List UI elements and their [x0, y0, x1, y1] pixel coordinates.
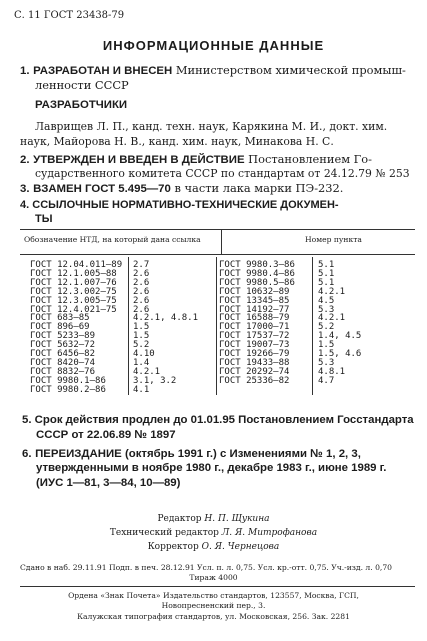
tech-editor-label: Технический редактор: [109, 528, 219, 538]
table-cell-item: 2.6: [133, 295, 150, 306]
section-5-line1: Срок действия продлен до 01.01.95 Постановлением Госстандарта: [34, 414, 414, 426]
table-left-items: [133, 261, 198, 395]
table-divider-1: [128, 257, 129, 395]
table-cell-item: 1.5, 4.6: [318, 349, 362, 360]
table-cell-doc: ГОСТ 13345—85: [219, 295, 290, 306]
table-cell-doc: ГОСТ 8420—74: [30, 357, 96, 368]
section-3-number: 3.: [20, 183, 30, 195]
table-cell-item: 5.1: [318, 268, 335, 279]
section-4-heading: ССЫЛОЧНЫЕ НОРМАТИВНО-ТЕХНИЧЕСКИЕ ДОКУМЕН-: [32, 199, 339, 211]
publisher-line2: Новопресненский пер., 3.: [161, 601, 266, 610]
corrector-label: Корректор: [147, 542, 199, 552]
section-3-heading: ВЗАМЕН ГОСТ 5.495—70: [33, 183, 171, 195]
table-cell-item: 2.7: [133, 260, 150, 270]
corrector-name: О. Я. Чернецова: [201, 542, 280, 552]
table-cell-doc: ГОСТ 19266—79: [219, 349, 290, 360]
table-col2-header: Номер пункта: [305, 235, 362, 244]
imprint-rule: [20, 586, 415, 587]
section-1: [20, 63, 406, 79]
table-cell-item: 5.3: [318, 304, 335, 315]
table-cell-item: 4.7: [318, 375, 335, 386]
table-cell-item: 2.6: [133, 277, 150, 288]
table-header-divider: [221, 229, 222, 254]
section-2-number: 2.: [20, 154, 30, 166]
table-cell-item: 5.1: [318, 260, 335, 270]
section-6: [22, 446, 361, 462]
table-cell-item: 1.4, 4.5: [318, 331, 362, 342]
table-cell-item: 4.5: [318, 295, 335, 306]
section-4-number: 4.: [20, 199, 30, 211]
table-divider-3: [312, 257, 313, 395]
table-cell-doc: ГОСТ 14192—77: [219, 304, 290, 315]
table-cell-item: 3.1, 3.2: [133, 375, 177, 386]
section-6-number: 6.: [22, 448, 32, 460]
section-2-line2: сударственного комитета СССР по стандартам от 24.12.79 № 253: [35, 167, 410, 180]
table-left-docs: [30, 261, 122, 395]
table-cell-item: 4.8.1: [318, 366, 346, 377]
table-cell-item: 4.2.1: [318, 286, 346, 297]
table-cell-doc: ГОСТ 12.04.011—89: [30, 260, 123, 270]
table-cell-doc: ГОСТ 5233—89: [30, 331, 96, 342]
table-cell-item: 1.5: [318, 340, 335, 351]
table-cell-doc: ГОСТ 9980.5—86: [219, 277, 295, 288]
table-cell-doc: ГОСТ 683—85: [30, 313, 90, 324]
section-1-heading: РАЗРАБОТАН И ВНЕСЕН: [33, 65, 173, 77]
table-cell-item: 4.2.1, 4.8.1: [133, 313, 199, 324]
section-6-line2: утвержденными в ноябре 1980 г., декабре 1983 г., июне 1989 г.: [36, 462, 387, 474]
table-cell-item: 4.1: [133, 384, 150, 395]
section-3-text: в части лака марки ПЭ-232.: [170, 181, 344, 195]
table-cell-item: 1.5: [133, 322, 150, 333]
table-cell-doc: ГОСТ 12.4.021—75: [30, 304, 117, 315]
section-6-heading: ПЕРЕИЗДАНИЕ: [35, 448, 122, 460]
table-cell-doc: ГОСТ 25336—82: [219, 375, 290, 386]
section-1-text: Министерством химической промыш-: [172, 63, 406, 77]
table-right-docs: [219, 261, 295, 386]
editor-credit: [0, 514, 427, 524]
table-cell-item: 2.6: [133, 304, 150, 315]
table-cell-doc: ГОСТ 9980.1—86: [30, 375, 106, 386]
section-5-number: 5.: [22, 414, 32, 426]
table-header-rule: [20, 254, 415, 255]
table-cell-doc: ГОСТ 19433—88: [219, 357, 290, 368]
table-cell-item: 5.2: [318, 322, 335, 333]
table-cell-doc: ГОСТ 12.1.005—88: [30, 268, 117, 279]
table-cell-doc: ГОСТ 9980.4—86: [219, 268, 295, 279]
table-cell-doc: ГОСТ 8832—76: [30, 366, 96, 377]
table-cell-doc: ГОСТ 896—69: [30, 322, 90, 333]
table-cell-item: 1.4: [133, 357, 150, 368]
tech-editor-name: Л. Я. Митрофанова: [221, 528, 318, 538]
section-2-text: Постановлением Го-: [244, 152, 372, 166]
table-cell-doc: ГОСТ 12.3.002—75: [30, 286, 117, 297]
table-cell-item: 5.2: [133, 340, 150, 351]
section-5: [22, 413, 414, 428]
developers-heading: РАЗРАБОТЧИКИ: [35, 99, 128, 111]
imprint-line2: Тираж 4000: [189, 573, 238, 582]
section-6-line3: (ИУС 1—81, 3—84, 10—89): [36, 477, 181, 489]
section-6-text: (октябрь 1991 г.) с Изменениями № 1, 2, 3,: [121, 448, 361, 460]
table-cell-doc: ГОСТ 17000—71: [219, 322, 290, 333]
table-right-items: [318, 261, 361, 386]
editor-label: Редактор: [157, 514, 202, 524]
corrector-credit: [0, 542, 427, 552]
section-4: [20, 198, 339, 213]
table-cell-doc: ГОСТ 9980.2—86: [30, 384, 106, 395]
developers-line2: наук, Майорова Н. В., канд. хим. наук, Минакова Н. С.: [20, 135, 334, 148]
developers-line1: Лаврищев Л. П., канд. техн. наук, Карякина М. И., докт. хим.: [35, 120, 388, 133]
section-4-line2: ТЫ: [35, 213, 53, 225]
imprint-line1: Сдано в наб. 29.11.91 Подп. в печ. 28.12.91 Усл. п. л. 0,75. Усл. кр.-отт. 0,75. Уч.-изд. л. 0,70: [20, 563, 392, 572]
table-cell-doc: ГОСТ 5632—72: [30, 340, 96, 351]
table-cell-doc: ГОСТ 12.1.007—76: [30, 277, 117, 288]
table-top-rule: [20, 229, 415, 230]
page-header: С. 11 ГОСТ 23438-79: [14, 10, 125, 21]
table-cell-item: 1.5: [133, 331, 150, 342]
document-title: ИНФОРМАЦИОННЫЕ ДАННЫЕ: [102, 38, 325, 53]
tech-editor-credit: [0, 528, 427, 538]
table-cell-item: 5.1: [318, 277, 335, 288]
table-cell-doc: ГОСТ 19007—73: [219, 340, 290, 351]
table-cell-doc: ГОСТ 17537—72: [219, 331, 290, 342]
section-1-line2: ленности СССР: [35, 78, 129, 92]
table-cell-item: 4.2.1: [133, 366, 161, 377]
table-cell-item: 5.3: [318, 357, 335, 368]
table-col1-header: Обозначение НТД, на который дана ссылка: [24, 235, 201, 244]
section-3: [20, 181, 343, 197]
table-cell-doc: ГОСТ 9980.3—86: [219, 260, 295, 270]
section-5-line2: СССР от 22.06.89 № 1897: [36, 429, 176, 441]
table-cell-item: 4.2.1: [318, 313, 346, 324]
table-divider-2: [216, 257, 217, 395]
section-1-number: 1.: [20, 65, 30, 77]
table-cell-doc: ГОСТ 6456—82: [30, 349, 96, 360]
table-cell-doc: ГОСТ 16588—79: [219, 313, 290, 324]
publisher-line1: Ордена «Знак Почета» Издательство стандартов, 123557, Москва, ГСП,: [68, 591, 359, 600]
section-2-heading: УТВЕРЖДЕН И ВВЕДЕН В ДЕЙСТВИЕ: [33, 154, 245, 166]
table-cell-doc: ГОСТ 10632—89: [219, 286, 290, 297]
table-cell-item: 2.6: [133, 286, 150, 297]
printer-line: Калужская типография стандартов, ул. Московская, 256. Зак. 2281: [77, 612, 350, 621]
editor-name: Н. П. Щукина: [204, 514, 270, 524]
table-cell-item: 4.10: [133, 349, 155, 360]
table-cell-doc: ГОСТ 12.3.005—75: [30, 295, 117, 306]
table-cell-item: 2.6: [133, 268, 150, 279]
table-cell-doc: ГОСТ 20292—74: [219, 366, 290, 377]
